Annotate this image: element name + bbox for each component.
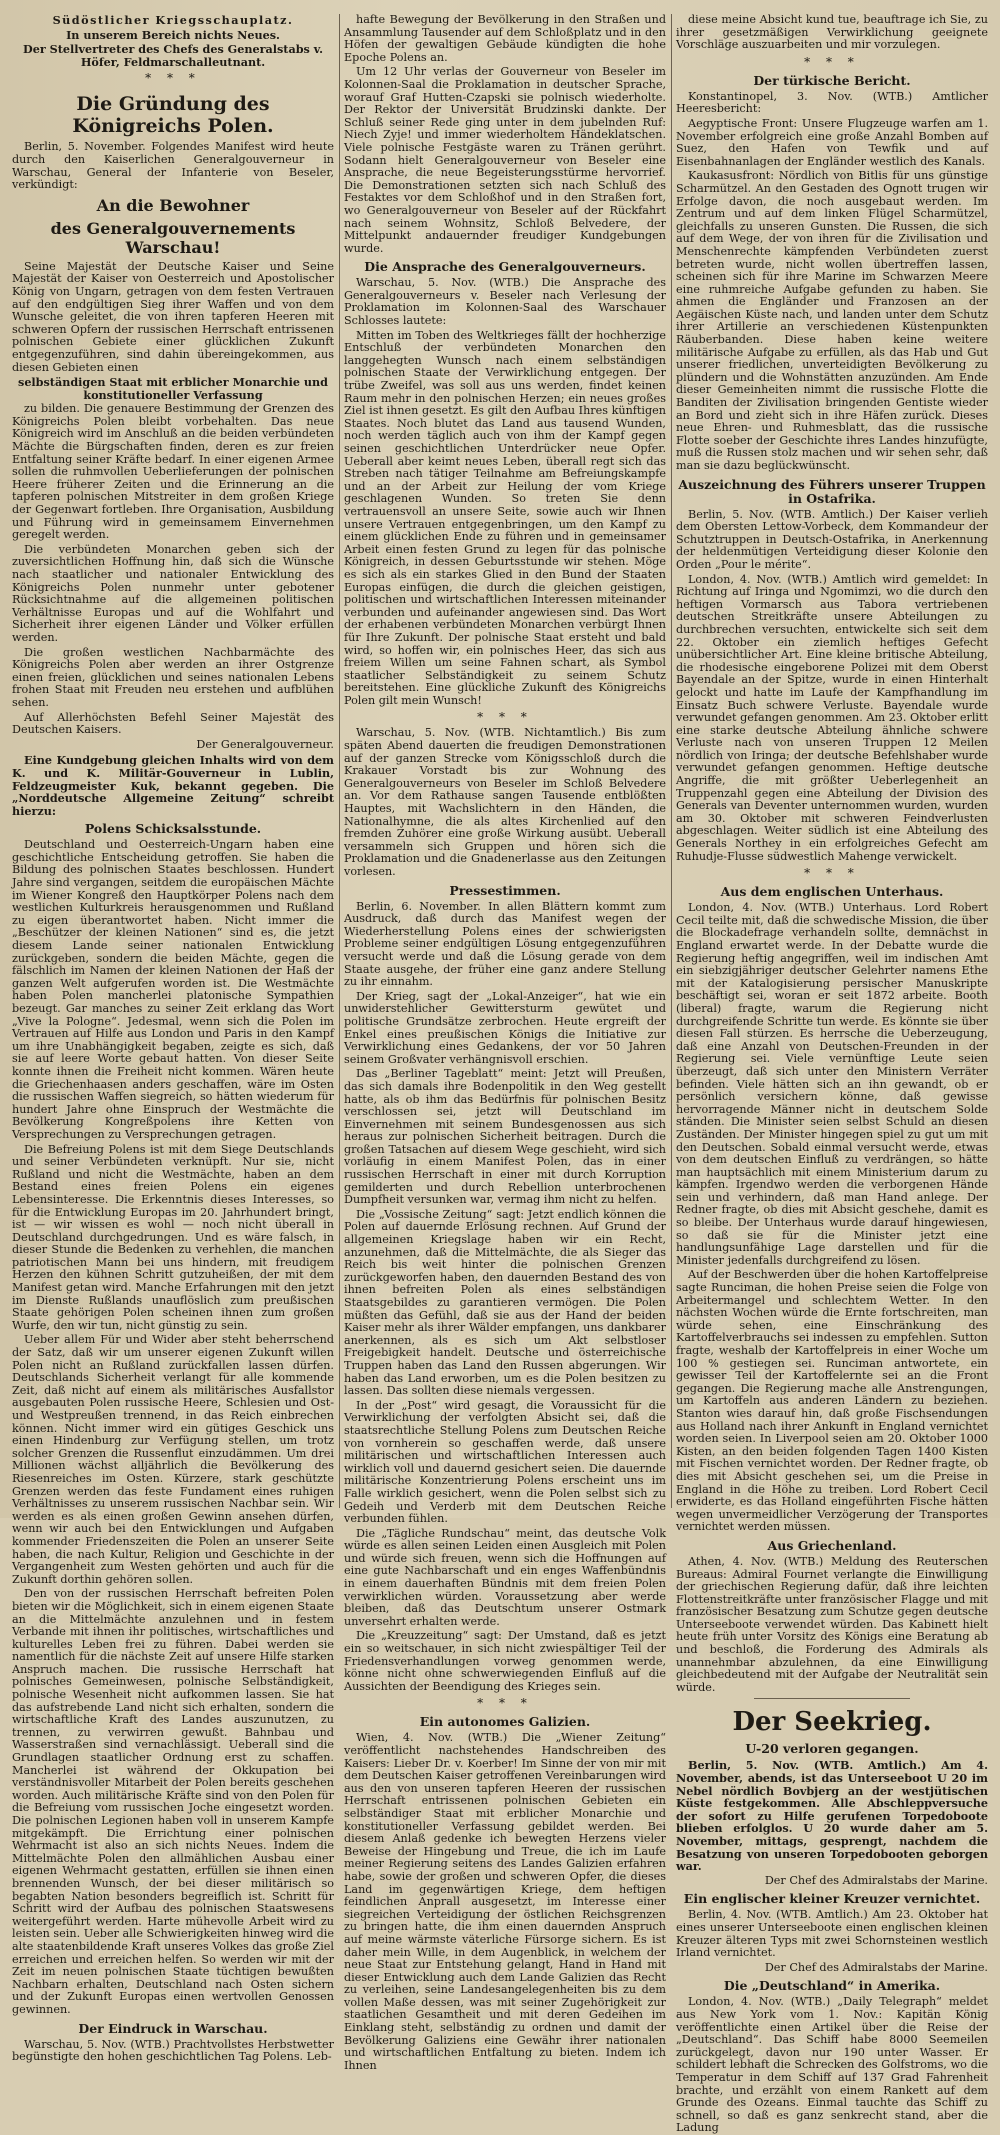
section-headline: Der Seekrieg.: [732, 1707, 932, 1738]
signature: Der Stellvertreter des Chefs des Generalstabs v. Höfer, Feldmarschalleutnant.: [23, 42, 323, 69]
paragraph: hafte Bewegung der Bevölkerung in den Straßen und Ansammlung Tausender auf dem Schloßplatz und in den Höfen der gewaltigen Gebäude kündigten die hohe Epoche Polens an.: [344, 13, 666, 64]
emphasis-line: selbständigen Staat mit erblicher Monarchie und konstitutioneller Verfassung: [18, 375, 328, 402]
paragraph: Deutschland und Oesterreich-Ungarn haben eine geschichtliche Entscheidung getroffen. Sie haben die Bildung des polnischen Staates beschlossen. Hundert Jahre sind vergangen, seitdem die europäischen Mächte im Wiener Kongreß den Hauptkörper Polens nach dem westlichen Kulturkreis herausgenommen und Rußland zu eigen überantwortet haben. Nicht immer die „Beschützer der kleinen Nationen“ sind es, die jetzt diesem Lande seiner nationalen Entwicklung zurückgeben, sondern die beiden Mächte, gegen die fälschlich im Namen der kleinen Nationen der Haß der ganzen Welt aufgerufen worden ist. Die Westmächte haben Polen mancherlei platonische Sympathien bezeugt. Gar manches zu seiner Zeit erklang das Wort „Vive la Pologne“. Jedesmal, wenn sich die Polen im Vertrauen auf Hilfe aus London und Paris in den Kampf um ihre Unabhängigkeit begaben, zeigte es sich, daß sie auf leere Worte gebaut hatten. Von dieser Seite konnte ihnen die Freiheit nicht kommen. Wären heute die Griechenhaasen anders geschaffen, wäre im Osten die russischen Waffen siegreich, so hätten wiederum für hundert Jahre ohne Einspruch der Westmächte die Bevölkerung Kongreßpolens ihre Ketten von Versprechungen zu Versprechungen getragen.: [12, 838, 334, 1141]
separator-stars: * * *: [477, 1696, 533, 1711]
paragraph: Die großen westlichen Nachbarmächte des Königreichs Polen aber werden an ihrer Ostgrenze einen freien, glücklichen und seines nationalen Lebens frohen Staat mit Freuden neu erstehen und aufblühen sehen.: [12, 645, 334, 709]
subheading: Aus Griechenland.: [767, 1537, 897, 1553]
paragraph: Konstantinopel, 3. Nov. (WTB.) Amtlicher Heeresbericht:: [676, 89, 988, 116]
column-rule: [671, 14, 672, 1508]
paragraph: Seine Majestät der Deutsche Kaiser und Seine Majestät der Kaiser von Oesterreich und Apostolischer König von Ungarn, getragen von dem festen Vertrauen auf den endgültigen Sieg ihrer Waffen und von dem Wunsche geleitet, die von ihren tapferen Heeren mit schweren Opfern der russischen Herrschaft entrissenen polnischen Gebiete einer glücklichen Zukunft entgegenzuführen, sind dahin übereingekommen, aus diesen Gebieten einen: [12, 259, 334, 374]
paragraph: Die verbündeten Monarchen geben sich der zuversichtlichen Hoffnung hin, daß sich die Wünsche nach staatlicher und nationaler Entwicklung des Königreichs Polen nunmehr unter gebotener Rücksichtnahme auf die allgemeinen politischen Verhältnisse Europas und auf die Wohlfahrt und Sicherheit ihrer eigenen Länder und Völker erfüllen werden.: [12, 542, 334, 644]
section-title: Südöstlicher Kriegsschauplatz.: [52, 13, 294, 27]
paragraph: London, 4. Nov. (WTB.) Amtlich wird gemeldet: In Richtung auf Iringa und Ngomimzi, wo die durch den heftigen Vormarsch aus Tabora vertriebenen deutschen Streitkräfte unsere Abteilungen zu durchbrechen versuchten, entwickelte sich seit dem 22. Oktober ein ziemlich heftiges Gefecht unübersichtlicher Art. Eine kleine britische Abteilung, die rhodesische eingeborene Polizei mit dem Oberst Bayendale an der Spitze, wurde in einen Hinterhalt gelockt und hatte im Laufe der Kampfhandlung im Einsatz Buch schwere Verluste. Bayendale wurde verwundet gefangen genommen. Am 23. Oktober erlitt eine starke deutsche Abteilung ähnliche schwere Verluste nach von unseren Truppen 12 Meilen nördlich von Iringa; der deutsche Befehlshaber wurde verwundet gefangen genommen. Heftige deutsche Angriffe, die mit größter Ueberlegenheit an Truppenzahl gegen eine Abteilung der Division des Generals van Deventer unternommen wurden, wurden am 30. Oktober mit schweren Feindverlusten abgeschlagen. Weiter südlich ist eine Abteilung des Generals Northey in ein erfolgreiches Gefecht am Ruhudje-Flusse südwestlich Mahenge verwickelt.: [676, 572, 988, 863]
column-1: [12, 13, 334, 2064]
subheading: U-20 verloren gegangen.: [745, 1741, 919, 1757]
separator-stars: * * *: [804, 54, 860, 69]
column-2: [344, 13, 666, 2072]
paragraph: Warschau, 5. Nov. (WTB.) Die Ansprache des Generalgouverneurs v. Beseler nach Verlesung der Proklamation im Kolonnen-Saal des Warschauer Schlosses lautete:: [344, 276, 666, 328]
paragraph: Wien, 4. Nov. (WTB.) Die „Wiener Zeitung“ veröffentlicht nachstehendes Handschreiben des Kaisers: Lieber Dr. v. Koerber! Im Sinne der von mir mit dem Deutschen Kaiser getroffenen Vereinbarungen wird aus den von unseren tapferen Heeren der russischen Herrschaft entrissenen polnischen Gebieten ein selbständiger Staat mit erblicher Monarchie und konstitutioneller Verfassung gebildet werden. Bei diesem Anlaß gedenke ich bewegten Herzens vieler Beweise der Hingebung und Treue, die ich im Laufe meiner Regierung seitens des Landes Galizien erfahren habe, sowie der großen und schweren Opfer, die dieses Land im gegenwärtigen Kriege, dem heftigen feindlichen Anprall ausgesetzt, im Interesse einer siegreichen Verteidigung der östlichen Reichsgrenzen zu bringen hatte, die ihm einen dauernden Anspruch auf meine wärmste väterliche Fürsorge sichern. Es ist daher mein Wille, in dem Augenblick, in welchem der neue Staat zur Entstehung gelangt, Hand in Hand mit dieser Entwicklung auch dem Lande Galizien das Recht zu verleihen, seine Landesangelegenheiten bis zu dem vollen Maße dessen, was mit seiner Zugehörigkeit zur staatlichen Gesamtheit und mit deren Gedeihen im Einklang steht, selbständig zu ordnen und damit der Bevölkerung Galiziens eine Gewähr ihrer nationalen und wirtschaftlichen Entfaltung zu bieten. Indem ich Ihnen: [344, 1731, 666, 2072]
subheading: Auszeichnung des Führers unserer Truppen in Ostafrika.: [678, 476, 986, 506]
subheading: Ein autonomes Galizien.: [419, 1714, 591, 1730]
paragraph: Den von der russischen Herrschaft befreiten Polen bieten wir die Möglichkeit, sich in einem eigenen Staate an die Mittelmächte anzulehnen und in festem Verbande mit ihnen ihr politisches, wirtschaftliches und kulturelles Leben frei zu führen. Dabei werden sie namentlich für die nächste Zeit auf unsere Hilfe starken Anspruch machen. Die russische Herrschaft hat polnisches Gemeinwesen, polnische Selbständigkeit, polnische Wesenheit nicht aufkommen lassen. Sie hat das aufstrebende Land nicht sich erhalten, sondern die wirtschaftliche Kraft des Landes auszunutzen, zu trennen, zu verwirren gewußt. Bahnbau und Wasserstraßen sind vernachlässigt. Ueberall sind die Grundlagen staatlicher Ordnung erst zu schaffen. Mancherlei ist während der Okkupation bei verständnisvoller Mitarbeit der Polen bereits geschehen worden. Auch militärische Kräfte sind von den Polen für die Befreiung vom russischen Joche eingesetzt worden. Die polnischen Legionen haben voll in unserem Kampfe mitgekämpft. Die Errichtung einer polnischen Wehrmacht ist also an sich nichts Neues. Indem die Mittelmächte Polen den allmählichen Ausbau einer eigenen Wehrmacht gestatten, erfüllen sie ihnen einen brennenden Wunsch, der bei dieser militärisch so begabten Nation besonders begreiflich ist. Schritt für Schritt wird der Aufbau des polnischen Staatswesens weitergeführt werden. Harte mühevolle Arbeit wird zu leisten sein. Ueber alle Schwierigkeiten hinweg wird die alte staatenbildende Kraft unseres Volkes das große Ziel erreichen und erreichen helfen. So werden wir mit der Zeit im neuen polnischen Staate tüchtigen bewußten Nachbarn erhalten, Deutschland nach Osten sichern und der Zukunft Europas einen wertvollen Genossen gewinnen.: [12, 1587, 334, 2016]
divider: [754, 1698, 910, 1699]
paragraph: Der Krieg, sagt der „Lokal-Anzeiger“, hat wie ein unwiderstehlicher Gewittersturm gewütet und politische Grundsätze zerbrochen. Heute ergreift der Enkel eines preußischen Königs die Initiative zur Verwirklichung eines Gedankens, der vor 50 Jahren seinem Großvater verhängnisvoll erschien.: [344, 989, 666, 1066]
paragraph: Berlin, 6. November. In allen Blättern kommt zum Ausdruck, daß durch das Manifest wegen der Wiederherstellung Polens eines der schwierigsten Probleme seiner endgültigen Lösung entgegenzuführen versucht werde und daß die Lösung gerade von dem Staate ausgehe, der früher eine ganz andere Stellung zu ihr einnahm.: [344, 899, 666, 989]
paragraph: Berlin, 5. Nov. (WTB. Amtlich.) Am 4. November, abends, ist das Unterseeboot U 20 im Nebel nördlich Bovbjerg an der westjütischen Küste festgekommen. Alle Abschleppversuche der sofort zu Hilfe gerufenen Torpedoboote blieben erfolglos. U 20 wurde daher am 5. November, mittags, gesprengt, nachdem die Besatzung von unseren Torpedobooten geborgen war.: [676, 1758, 988, 1874]
signature: Der Chef des Admiralstabs der Marine.: [764, 1873, 988, 1887]
paragraph: Mitten im Toben des Weltkrieges fällt der hochherzige Entschluß der verbündeten Monarchen den langgehegten Wunsch nach einem selbständigen polnischen Staate der Verwirklichung entgegen. Der trübe Zweifel, was soll aus uns werden, findet keinen Raum mehr in den polnischen Herzen; ein neues großes Ziel ist ihnen gesetzt. Es gilt den Aufbau Ihres künftigen Staates. Noch blutet das Land aus tausend Wunden, noch werden täglich auch von ihm der Kampf gegen seinen geschichtlichen Unterdrücker neue Opfer. Ueberall aber keimt neues Leben, überall regt sich das Streben nach tätiger Teilnahme am Befreiungskampfe und an der Arbeit zur Heilung der vom Kriege geschlagenen Wunden. So treten Sie denn vertrauensvoll an unsere Seite, sowie auch wir Ihnen unsere Vertrauen entgegenbringen, um den Kampf zu einem glücklichen Ende zu führen und in gemeinsamer Arbeit einen festen Grund zu legen für das polnische Königreich, in dessen Geburtsstunde wir stehen. Möge es sich als ein starkes Glied in den Bund der Staaten Europas einfügen, die durch die gleichen geistigen, politischen und wirtschaftlichen Interessen miteinander verbunden und aufeinander angewiesen sind. Das Wort der erhabenen verbündeten Monarchen verbürgt Ihnen für Ihre Zukunft. Der polnische Staat ersteht und bald wird, so hoffen wir, ein polnisches Heer, das sich aus freiem Willen um seine Fahnen schart, als Symbol staatlicher Selbständigkeit zu seinem Schutz bereitstehen. Eine glückliche Zukunft des Königreichs Polen gilt mein Wunsch!: [344, 328, 666, 707]
signature: Der Chef des Admiralstabs der Marine.: [764, 1960, 988, 1974]
signature: Der Generalgouverneur.: [196, 737, 334, 751]
separator-stars: * * *: [145, 71, 201, 86]
subheading: Ein englischer kleiner Kreuzer vernichtet.: [683, 1891, 981, 1907]
paragraph: In der „Post“ wird gesagt, die Voraussicht für die Verwirklichung der verfolgten Absicht sei, daß die staatsrechtliche Stellung Polens zum Deutschen Reiche von vornherein so geschaffen werde, daß unsere militärischen und wirtschaftlichen Interessen auch wirklich voll und dauernd gesichert seien. Die dauernde militärische Konzentrierung Polens erscheint uns im Falle wirklich gesichert, wenn die Polen selbst sich zu Gedeih und Verderb mit dem Deutschen Reiche verbunden fühlen.: [344, 1398, 666, 1526]
paragraph: Berlin, 5. November. Folgendes Manifest wird heute durch den Kaiserlichen Generalgouverneur in Warschau, General der Infanterie von Beseler, verkündigt:: [12, 140, 334, 192]
column-3: [676, 13, 988, 2135]
address-line: An die Bewohner: [96, 195, 250, 215]
subheading: Der Eindruck in Warschau.: [78, 2020, 268, 2036]
subheading: Der türkische Bericht.: [753, 72, 911, 88]
paragraph: Auf Allerhöchsten Befehl Seiner Majestät des Deutschen Kaisers.: [12, 710, 334, 737]
paragraph: Athen, 4. Nov. (WTB.) Meldung des Reuterschen Bureaus: Admiral Fournet verlangte die Einwilligung der griechischen Regierung dafür, daß ihre leichten Flottenstreitkräfte unter französischer Flagge und mit französischer Besatzung zum Schutze gegen deutsche Unterseeboote verwendet würden. Das Kabinett hielt heute früh unter Vorsitz des Königs eine Beratung ab und beschloß, die Forderung des Admirals als unannehmbar abzulehnen, da eine Einwilligung gleichbedeutend mit der Aufgabe der Neutralität sein würde.: [676, 1554, 988, 1694]
paragraph: Die „Vossische Zeitung“ sagt: Jetzt endlich können die Polen auf dauernde Erlösung rechnen. Auf Grund der allgemeinen Kriegslage haben wir ein Recht, anzunehmen, daß die Mittelmächte, die als Sieger das Reich bis weit hinter die polnischen Grenzen zurückgeworfen haben, den dauernden Bestand des von ihnen befreiten Polen als eines selbständigen Staatsgebildes zu garantieren vermögen. Die Polen müßten das Gefühl, daß sie aus der Hand der beiden Kaiser mehr als ihrer Wälder empfangen, uns dankbarer anerkennen, als es sich um Akt selbstloser Freigebigkeit handelt. Deutsche und österreichische Truppen haben das Land den Russen abgerungen. Wir haben das Land erworben, um es die Polen besitzen zu lassen. Das sollten diese niemals vergessen.: [344, 1207, 666, 1398]
paragraph: Berlin, 4. Nov. (WTB. Amtlich.) Am 23. Oktober hat eines unserer Unterseeboote einen englischen kleinen Kreuzer älteren Typs mit zwei Schornsteinen westlich Irland vernichtet.: [676, 1908, 988, 1960]
paragraph: Das „Berliner Tageblatt“ meint: Jetzt will Preußen, das sich damals ihre Bodenpolitik in den Weg gestellt hatte, als ob ihm das Bedürfnis für polnischen Besitz verschlossen sei, jetzt will Deutschland im Einvernehmen mit seinem Bundesgenossen aus sich heraus zur polnischen Sicherheit beitragen. Durch die großen Tatsachen auf diesem Wege geschieht, wird sich vorläufig in einem Manifest Polen, das in einer russischen Herrschaft in einer mit durch Korruption gemilderten und durch Rebellion unterbrochenen Dumpfheit versunken war, vermag ihm nicht zu helfen.: [344, 1067, 666, 1207]
separator-stars: * * *: [477, 710, 533, 725]
paragraph: London, 4. Nov. (WTB.) Unterhaus. Lord Robert Cecil teilte mit, daß die schwedische Mission, die über die Blockadefrage verhandeln sollte, demnächst in England erwartet werde. In der Debatte wurde die Regierung heftig angegriffen, weil im indischen Amt ein siebzigjähriger deutscher Gelehrter namens Ethe mit der Katalogisierung persischer Manuskripte beschäftigt sei, woran er seit 1872 arbeite. Booth (liberal) fragte, warum die Regierung nicht durchgreifende Schritte tun werde. Es könnte sie über diesen Fall stürzen. Es herrsche die Ueberzeugung, daß eine Anzahl von Deutschen-Freunden in der Regierung sei. Viele vernünftige Leute seien überzeugt, daß sich unter den Ministern Verräter befinden. Viele hätten sich an ihn gewandt, ob er persönlich versichern könne, daß gewisse hervorragende Männer nicht in deutschem Solde ständen. Die Minister seien selbst Schuld an diesen Zuständen. Der Minister hingegen spiel zu gut um mit den Deutschen. Sobald einmal versucht werde, etwas von dem deutschen Einfluß zu verdrängen, so hätte man hauptsächlich mit einem Ministerium darum zu kämpfen. Irgendwo werden die verborgenen Hände sein und verhindern, daß man Hand anlege. Der Redner fragte, ob dies mit Absicht geschehe, damit es so bleibe. Der Unterhaus wurde darauf hingewiesen, so daß sie für die Minister jetzt eine handlungsunfähige Lage darstellen und für die Minister jedenfalls durchgreifend zu lösen.: [676, 901, 988, 1267]
paragraph: Ueber allem Für und Wider aber steht beherrschend der Satz, daß wir um unserer eigenen Zukunft willen Polen nicht an Rußland zurückfallen lassen dürfen. Deutschlands Sicherheit verlangt für alle kommende Zeit, daß nicht auf einem als militärisches Ausfallstor ausgebauten Polen russische Heere, Schlesien und Ost- und Westpreußen trennend, in das Reich einbrechen können. Nicht immer wird ein gütiges Geschick uns einen Hindenburg zur Verfügung stellen, um trotz solcher Grenzen die Russenflut einzudämmen. Um drei Millionen wächst alljährlich die Bevölkerung des Riesenreiches im Osten. Kürzere, stark geschützte Grenzen werden das feste Fundament eines ruhigen Verhältnisses zu unserem russischen Nachbar sein. Wir werden es als einen großen Gewinn ansehen dürfen, wenn wir auch bei den Entwicklungen und Aufgaben kommender Friedenszeiten die Polen an unserer Seite haben, die nach Kultur, Religion und Geschichte in der Vergangenheit zum Westen gehörten und auch für die Zukunft dorthin gehören sollen.: [12, 1333, 334, 1586]
subheading: Pressestimmen.: [449, 882, 561, 898]
paragraph: Um 12 Uhr verlas der Gouverneur von Beseler im Kolonnen-Saal die Proklamation in deutscher Sprache, worauf Graf Hutten-Czapski sie polnisch wiederholte. Der Rektor der Universität Brudzinski dankte. Der Schluß seiner Rede ging unter in dem jubelnden Ruf: Niech Zyje! und immer wiederholtem Händeklatschen. Viele polnische Festgäste waren zu Tränen gerührt. Sodann hielt Generalgouverneur von Beseler eine Ansprache, die neue Begeisterungsstürme hervorrief. Die Demonstrationen setzten sich nach Schluß des Festaktes vor dem Schloßhof und in den Straßen fort, wo Generalgouverneur von Beseler auf der Rückfahrt nach seinem Wohnsitz, Schloß Belvedere, der Mittelpunkt andauernder freudiger Kundgebungen wurde.: [344, 65, 666, 255]
paragraph: Die „Tägliche Rundschau“ meint, das deutsche Volk würde es allen seinen Leiden einen Ausgleich mit Polen und würde sich freuen, wenn sich die Hoffnungen auf eine gute Nachbarschaft und ein enges Waffenbündnis in einem dauerhaften Bündnis mit dem freien Polen verwirklichen würden. Voraussetzung aber werde bleiben, daß das Deutschtum unserer Ostmark unversehrt erhalten werde.: [344, 1526, 666, 1628]
paragraph: Eine Kundgebung gleichen Inhalts wird von dem K. und K. Militär-Gouverneur in Lublin, Feldzeugmeister Kuk, bekannt gegeben. Die „Norddeutsche Allgemeine Zeitung“ schreibt hierzu:: [12, 753, 334, 818]
subheading: Polens Schicksalsstunde.: [84, 821, 262, 837]
paragraph: Berlin, 5. Nov. (WTB. Amtlich.) Der Kaiser verlieh dem Obersten Lettow-Vorbeck, dem Kommandeur der Schutztruppen in Deutsch-Ostafrika, in Anerkennung der heldenmütigen Verteidigung dieser Kolonie den Orden „Pour le mérite“.: [676, 507, 988, 571]
paragraph: Auf der Beschwerden über die hohen Kartoffelpreise sagte Runciman, die hohen Preise seien die Folge von Arbeitermangel und schlechtem Wetter. In den nächsten Wochen würde die Ernte fortschreiten, man würde sehen, eine Einschränkung des Kartoffelverbrauchs sei indessen zu empfehlen. Sutton fragte, weshalb der Kartoffelpreis in einer Woche um 100 % gestiegen sei. Runciman antwortete, ein gewisser Teil der Kartoffelernte sei an die Front gegangen. Die Regierung mache alle Anstrengungen, um Kartoffeln aus anderen Ländern zu beziehen. Stanton wies darauf hin, daß große Fischsendungen aus Holland nach ihrer Ankunft in England vernichtet worden seien. In Liverpool seien am 20. Oktober 1000 Kisten, an den beiden folgenden Tagen 1400 Kisten mit Fischen vernichtet worden. Der Redner fragte, ob dies mit Absicht geschehen sei, um die Preise in England in die Höhe zu treiben. Lord Robert Cecil erwiderte, es das Holland eingeführten Fische hätten wegen unvermeidlicher Verzögerung der Transportes vernichtet werden müssen.: [676, 1268, 988, 1534]
paragraph: Warschau, 5. Nov. (WTB.) Prachtvollstes Herbstwetter begünstigte den hohen geschichtlichen Tag Polens. Leb-: [12, 2037, 334, 2064]
subheading: Die Ansprache des Generalgouverneurs.: [364, 259, 646, 275]
main-headline: Die Gründung des Königreichs Polen.: [72, 93, 274, 138]
paragraph: London, 4. Nov. (WTB.) „Daily Telegraph“ meldet aus New York vom 1. Nov.: Kapitän König veröffentlichte einen Artikel über die Reise der „Deutschland“. Das Schiff habe 8000 Seemeilen zurückgelegt, davon nur 190 unter Wasser. Er schildert lebhaft die Schrecken des Golfstroms, wo die Temperatur in dem Schiff auf 137 Grad Fahrenheit brachte, und erzählt von einem Rankett auf dem Grunde des Ozeans. Einmal tauchte das Schiff zu schnell, so daß es ganz senkrecht stand, aber die Ladung: [676, 1995, 988, 2135]
paragraph: diese meine Absicht kund tue, beauftrage ich Sie, zu ihrer gesetzmäßigen Verwirklichung geeignete Vorschläge auszuarbeiten und mir vorzulegen.: [676, 13, 988, 52]
paragraph: Aegyptische Front: Unsere Flugzeuge warfen am 1. November erfolgreich eine große Anzahl Bomben auf Suez, den Hafen von Tewfik und auf Eisenbahnanlagen der Engländer westlich des Kanals.: [676, 116, 988, 168]
subheading: Die „Deutschland“ in Amerika.: [723, 1978, 941, 1994]
report-text: In unserem Bereich nichts Neues.: [66, 27, 280, 42]
column-rule: [339, 14, 340, 1508]
subheading: Aus dem englischen Unterhaus.: [720, 884, 944, 900]
paragraph: zu bilden. Die genauere Bestimmung der Grenzen des Königreichs Polen bleibt vorbehalten. Das neue Königreich wird im Anschluß an die beiden verbündeten Mächte die Bürgschaften finden, deren es zur freien Entfaltung seiner Kräfte bedarf. In einer eigenen Armee sollen die ruhmvollen Ueberlieferungen der polnischen Heere früherer Zeiten und die Erinnerung an die tapferen polnischen Mitstreiter in dem großen Kriege der Gegenwart fortleben. Ihre Organisation, Ausbildung und Führung wird in gemeinsamem Einvernehmen geregelt werden.: [12, 402, 334, 542]
address-line: des Generalgouvernements Warschau!: [50, 218, 296, 257]
paragraph: Die „Kreuzzeitung“ sagt: Der Umstand, daß es jetzt ein so weitschauer, in sich nicht zwiespältiger Teil der Friedensverhandlungen vorweg genommen werde, könne nicht ohne schwerwiegenden Einfluß auf die Aussichten der Beendigung des Krieges sein.: [344, 1629, 666, 1693]
paragraph: Die Befreiung Polens ist mit dem Siege Deutschlands und seiner Verbündeten verknüpft. Nur sie, nicht Rußland und nicht die Westmächte, haben an dem Bestand eines freien Polens ein eigenes Lebensinteresse. Die Erkenntnis dieses Interesses, so für die Entwicklung Europas im 20. Jahrhundert bringt, ist — wir wissen es wohl — noch nicht überall in Deutschland durchgedrungen. Und es wäre falsch, in dieser Stunde die Bedenken zu verhehlen, die manchen patriotischen Mann bei uns hindern, mit freudigem Herzen den kühnen Schritt gutzuheißen, der mit dem Manifest getan wird. Manche Erfahrungen mit den jetzt im Dienste Rußlands unauflöslich zum preußischen Staate gehörigen Polen scheinen ihnen zum großen Wurfe, den wir tun, nicht günstig zu sein.: [12, 1142, 334, 1332]
paragraph: Kaukasusfront: Nördlich von Bitlis für uns günstige Scharmützel. An den Gestaden des Ognott trugen wir Erfolge davon, die noch ausgebaut werden. Im Zentrum und auf dem linken Flügel Scharmützel, gleichfalls zu unseren Gunsten. Die Russen, die sich auf dem Wege, der von ihren für die Zivilisation und Menschenrechte kämpfenden Verbündeten zuerst betreten wurde, nicht wollen übertreffen lassen, scheinen sich für ihre Marine im Schwarzen Meere eine ruhmreiche Aufgabe gefunden zu haben. Sie ahmen die Engländer und Franzosen an der Aegäischen Küste nach, und landen unter dem Schutz ihrer Artillerie an verschiedenen Küstenpunkten Räuberbanden. Diese haben keine weitere militärische Aufgabe zu erfüllen, als das Hab und Gut unserer friedlichen, unverteidigten Bevölkerung zu plündern und die Wohnstätten anzuzünden. Am Ende dieser Gemeinheiten nimmt die russische Flotte die Banditen der Zivilisation bringenden Gentiste wieder an Bord und zieht sich in ihre Häfen zurück. Dieses neue Ehren- und Ruhmesblatt, das die russische Flotte soeber der Geschichte ihres Landes hinzufügte, muß die Russen stolz machen und wir sehen sehr, daß man sie dazu beglückwünscht.: [676, 169, 988, 472]
separator-stars: * * *: [804, 866, 860, 881]
paragraph: Warschau, 5. Nov. (WTB. Nichtamtlich.) Bis zum späten Abend dauerten die freudigen Demonstrationen auf der ganzen Strecke vom Königsschloß durch die Krakauer Vorstadt bis zur Wohnung des Generalgouverneurs von Beseler im Schloß Belvedere an. Vor dem Rathause sangen Tausende entblößten Hauptes, mit Wachslichtern in den Händen, die Nationalhymne, die als altes Kirchenlied auf den fremden Zuhörer eine große Wirkung ausübt. Ueberall versammeln sich Gruppen und hören sich die Proklamation und die Gnadenerlasse aus den Zeitungen vorlesen.: [344, 726, 666, 878]
